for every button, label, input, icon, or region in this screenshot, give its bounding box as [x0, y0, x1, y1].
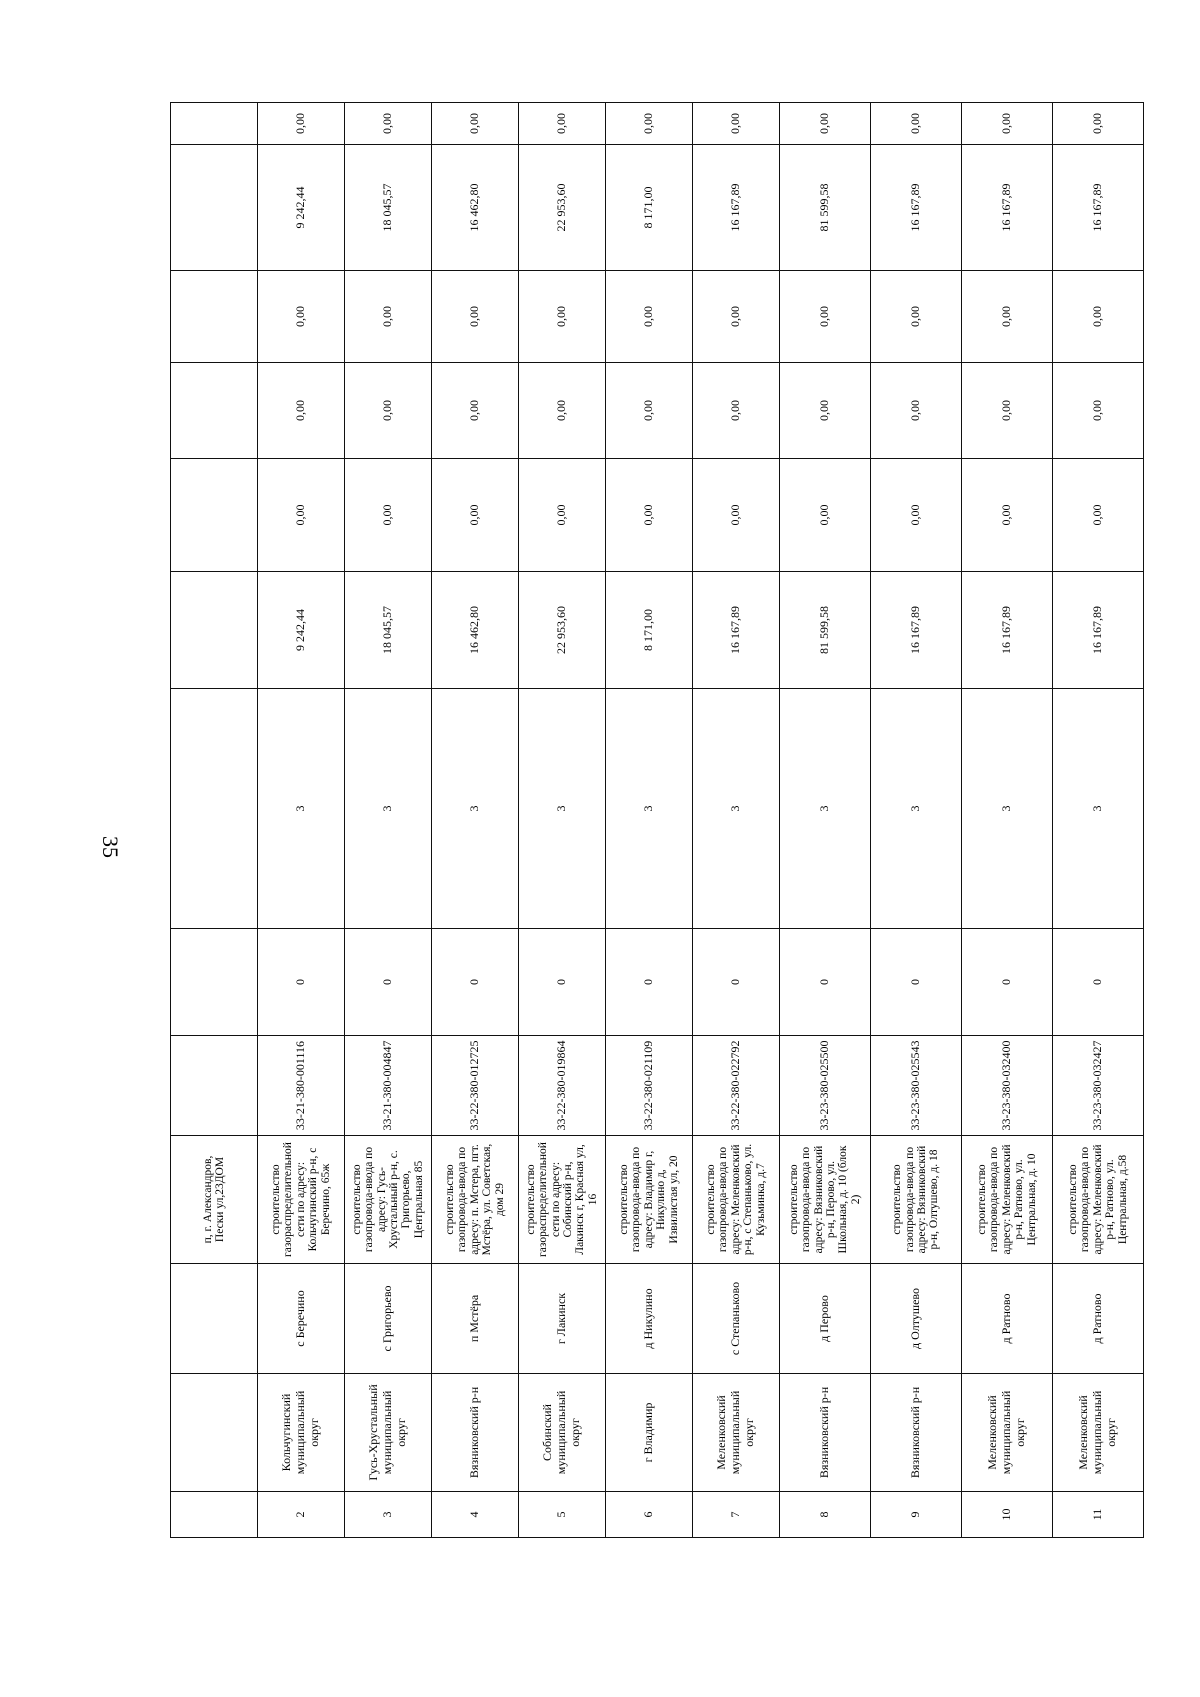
- value-a-cell: 0: [871, 929, 962, 1036]
- page-number: 35: [98, 836, 123, 858]
- address-cell: строительство газопровода-ввода по адресу: Вязниковский р-н, Олтушево, д. 18: [871, 1136, 962, 1264]
- cadastral-code-cell: 33-23-380-032400: [962, 1036, 1053, 1136]
- value-b-cell: 3: [606, 689, 693, 929]
- zero-value-cell-3: 0,00: [962, 271, 1053, 363]
- table-row: [780, 103, 871, 1538]
- cadastral-code-cell: 33-21-380-001116: [258, 1036, 345, 1136]
- cadastral-code-cell: 33-23-380-032427: [1053, 1036, 1144, 1136]
- rotated-table-sheet: [170, 103, 1129, 1538]
- zero-value-cell-4: 0,00: [693, 103, 780, 145]
- locality-cell: д Олтушево: [871, 1264, 962, 1374]
- zero-value-cell-3: 0,00: [871, 271, 962, 363]
- locality-cell: с Григорьево: [345, 1264, 432, 1374]
- total-amount-cell: 16 462,80: [432, 145, 519, 271]
- amount-cell: 16 167,89: [871, 572, 962, 689]
- zero-value-cell-2: 0,00: [258, 363, 345, 459]
- zero-value-cell-4: 0,00: [780, 103, 871, 145]
- municipality-cell: Гусь-Хрустальный муниципальный округ: [345, 1374, 432, 1492]
- cont-locality-cell: [171, 1264, 258, 1374]
- zero-value-cell-2: 0,00: [432, 363, 519, 459]
- cadastral-code-cell: 33-21-380-004847: [345, 1036, 432, 1136]
- row-number-cell: 8: [780, 1492, 871, 1538]
- zero-value-cell-1: 0,00: [432, 459, 519, 572]
- value-a-cell: 0: [519, 929, 606, 1036]
- table-row: [432, 103, 519, 1538]
- zero-value-cell-3: 0,00: [432, 271, 519, 363]
- value-b-cell: 3: [871, 689, 962, 929]
- total-amount-cell: 16 167,89: [1053, 145, 1144, 271]
- municipality-cell: г Владимир: [606, 1374, 693, 1492]
- table-row: [1053, 103, 1144, 1538]
- value-b-cell: 3: [693, 689, 780, 929]
- zero-value-cell-3: 0,00: [606, 271, 693, 363]
- zero-value-cell-1: 0,00: [693, 459, 780, 572]
- address-cell: строительство газопровода-ввода по адресу: Меленковский р-н, Ратново, ул. Центральная, д.58: [1053, 1136, 1144, 1264]
- address-cell: строительство газораспределительной сети по адресу: Кольчугинский р-н, с Беречино, 65ж: [258, 1136, 345, 1264]
- table-row: [871, 103, 962, 1538]
- row-number-cell: 7: [693, 1492, 780, 1538]
- zero-value-cell-4: 0,00: [606, 103, 693, 145]
- continuation-row: [171, 103, 258, 1538]
- cont-municipality-cell: [171, 1374, 258, 1492]
- zero-value-cell-2: 0,00: [606, 363, 693, 459]
- zero-value-cell-1: 0,00: [258, 459, 345, 572]
- municipality-cell: Меленковский муниципальный округ: [693, 1374, 780, 1492]
- row-number-cell: 10: [962, 1492, 1053, 1538]
- zero-value-cell-4: 0,00: [1053, 103, 1144, 145]
- value-a-cell: 0: [606, 929, 693, 1036]
- zero-value-cell-3: 0,00: [693, 271, 780, 363]
- row-number-cell: 2: [258, 1492, 345, 1538]
- row-number-cell: 4: [432, 1492, 519, 1538]
- zero-value-cell-2: 0,00: [962, 363, 1053, 459]
- total-amount-cell: 22 953,60: [519, 145, 606, 271]
- total-amount-cell: 18 045,57: [345, 145, 432, 271]
- value-b-cell: 3: [345, 689, 432, 929]
- zero-value-cell-1: 0,00: [519, 459, 606, 572]
- table-row: [345, 103, 432, 1538]
- cont-z2-cell: [171, 363, 258, 459]
- zero-value-cell-4: 0,00: [871, 103, 962, 145]
- zero-value-cell-1: 0,00: [606, 459, 693, 572]
- total-amount-cell: 8 171,00: [606, 145, 693, 271]
- zero-value-cell-3: 0,00: [1053, 271, 1144, 363]
- locality-cell: д Ратново: [1053, 1264, 1144, 1374]
- value-a-cell: 0: [1053, 929, 1144, 1036]
- municipality-cell: Меленковский муниципальный округ: [1053, 1374, 1144, 1492]
- gas-connection-register-table: [170, 102, 1144, 1538]
- cont-address-cell: п, г. Александров, Пески ул,23ДОМ: [171, 1136, 258, 1264]
- municipality-cell: Собинский муниципальный округ: [519, 1374, 606, 1492]
- cadastral-code-cell: 33-23-380-025500: [780, 1036, 871, 1136]
- value-b-cell: 3: [258, 689, 345, 929]
- zero-value-cell-4: 0,00: [345, 103, 432, 145]
- locality-cell: д Перово: [780, 1264, 871, 1374]
- value-b-cell: 3: [780, 689, 871, 929]
- zero-value-cell-1: 0,00: [1053, 459, 1144, 572]
- zero-value-cell-4: 0,00: [432, 103, 519, 145]
- total-amount-cell: 9 242,44: [258, 145, 345, 271]
- amount-cell: 81 599,58: [780, 572, 871, 689]
- zero-value-cell-3: 0,00: [519, 271, 606, 363]
- table-row: [693, 103, 780, 1538]
- locality-cell: с Степаньково: [693, 1264, 780, 1374]
- address-cell: строительство газопровода-ввода по адресу: Меленковский р-н, с Степаньково, ул. Кузьминка, д.7: [693, 1136, 780, 1264]
- row-number-cell: 9: [871, 1492, 962, 1538]
- value-b-cell: 3: [519, 689, 606, 929]
- locality-cell: д Ратново: [962, 1264, 1053, 1374]
- total-amount-cell: 81 599,58: [780, 145, 871, 271]
- cont-amount-cell: [171, 572, 258, 689]
- municipality-cell: Вязниковский р-н: [871, 1374, 962, 1492]
- zero-value-cell-3: 0,00: [345, 271, 432, 363]
- locality-cell: с Беречино: [258, 1264, 345, 1374]
- amount-cell: 16 167,89: [1053, 572, 1144, 689]
- cont-col-b-cell: [171, 689, 258, 929]
- cadastral-code-cell: 33-22-380-019864: [519, 1036, 606, 1136]
- address-cell: строительство газопровода-ввода по адресу: Меленковский р-н, Ратново, ул. Центральная, д. 10: [962, 1136, 1053, 1264]
- value-a-cell: 0: [962, 929, 1053, 1036]
- cont-z4-cell: [171, 103, 258, 145]
- row-number-cell: 5: [519, 1492, 606, 1538]
- cadastral-code-cell: 33-23-380-025543: [871, 1036, 962, 1136]
- table-row: [962, 103, 1053, 1538]
- amount-cell: 16 462,80: [432, 572, 519, 689]
- value-b-cell: 3: [432, 689, 519, 929]
- zero-value-cell-4: 0,00: [962, 103, 1053, 145]
- cont-z3-cell: [171, 271, 258, 363]
- cadastral-code-cell: 33-22-380-012725: [432, 1036, 519, 1136]
- cont-num-cell: [171, 1492, 258, 1538]
- total-amount-cell: 16 167,89: [693, 145, 780, 271]
- zero-value-cell-1: 0,00: [780, 459, 871, 572]
- zero-value-cell-1: 0,00: [871, 459, 962, 572]
- amount-cell: 16 167,89: [962, 572, 1053, 689]
- value-a-cell: 0: [780, 929, 871, 1036]
- zero-value-cell-2: 0,00: [871, 363, 962, 459]
- total-amount-cell: 16 167,89: [962, 145, 1053, 271]
- amount-cell: 9 242,44: [258, 572, 345, 689]
- zero-value-cell-4: 0,00: [519, 103, 606, 145]
- row-number-cell: 3: [345, 1492, 432, 1538]
- municipality-cell: Вязниковский р-н: [780, 1374, 871, 1492]
- amount-cell: 8 171,00: [606, 572, 693, 689]
- amount-cell: 16 167,89: [693, 572, 780, 689]
- row-number-cell: 11: [1053, 1492, 1144, 1538]
- zero-value-cell-2: 0,00: [780, 363, 871, 459]
- zero-value-cell-1: 0,00: [962, 459, 1053, 572]
- address-cell: строительство газопровода-ввода по адресу: Владимир г, Никулино д, Извилистая ул, 20: [606, 1136, 693, 1264]
- zero-value-cell-3: 0,00: [258, 271, 345, 363]
- cont-total-cell: [171, 145, 258, 271]
- address-cell: строительство газопровода-ввода по адресу: Вязниковский р-н, Перово, ул. Школьная, д. 10 (блок 2): [780, 1136, 871, 1264]
- value-b-cell: 3: [962, 689, 1053, 929]
- municipality-cell: Кольчугинский муниципальный округ: [258, 1374, 345, 1492]
- zero-value-cell-4: 0,00: [258, 103, 345, 145]
- address-cell: строительство газораспределительной сети по адресу: Собинский р-н, Лакинск г, Красная ул, 16: [519, 1136, 606, 1264]
- value-a-cell: 0: [432, 929, 519, 1036]
- table-row: [258, 103, 345, 1538]
- cont-col-a-cell: [171, 929, 258, 1036]
- locality-cell: д Никулино: [606, 1264, 693, 1374]
- address-cell: строительство газопровода-ввода по адресу: Гусь-Хрустальный р-н, с. Григорьево, Центральная 85: [345, 1136, 432, 1264]
- value-a-cell: 0: [693, 929, 780, 1036]
- zero-value-cell-3: 0,00: [780, 271, 871, 363]
- value-a-cell: 0: [258, 929, 345, 1036]
- cadastral-code-cell: 33-22-380-022792: [693, 1036, 780, 1136]
- zero-value-cell-2: 0,00: [693, 363, 780, 459]
- amount-cell: 22 953,60: [519, 572, 606, 689]
- address-cell: строительство газопровода-ввода по адресу: п. Мстера, пгт. Мстёра, ул. Советская, дом 29: [432, 1136, 519, 1264]
- total-amount-cell: 16 167,89: [871, 145, 962, 271]
- municipality-cell: Меленковский муниципальный округ: [962, 1374, 1053, 1492]
- municipality-cell: Вязниковский р-н: [432, 1374, 519, 1492]
- zero-value-cell-2: 0,00: [345, 363, 432, 459]
- zero-value-cell-2: 0,00: [1053, 363, 1144, 459]
- zero-value-cell-2: 0,00: [519, 363, 606, 459]
- zero-value-cell-1: 0,00: [345, 459, 432, 572]
- value-a-cell: 0: [345, 929, 432, 1036]
- value-b-cell: 3: [1053, 689, 1144, 929]
- table-row: [519, 103, 606, 1538]
- table-row: [606, 103, 693, 1538]
- amount-cell: 18 045,57: [345, 572, 432, 689]
- cont-z1-cell: [171, 459, 258, 572]
- locality-cell: п Мстёра: [432, 1264, 519, 1374]
- locality-cell: г Лакинск: [519, 1264, 606, 1374]
- row-number-cell: 6: [606, 1492, 693, 1538]
- cont-code-cell: [171, 1036, 258, 1136]
- cadastral-code-cell: 33-22-380-021109: [606, 1036, 693, 1136]
